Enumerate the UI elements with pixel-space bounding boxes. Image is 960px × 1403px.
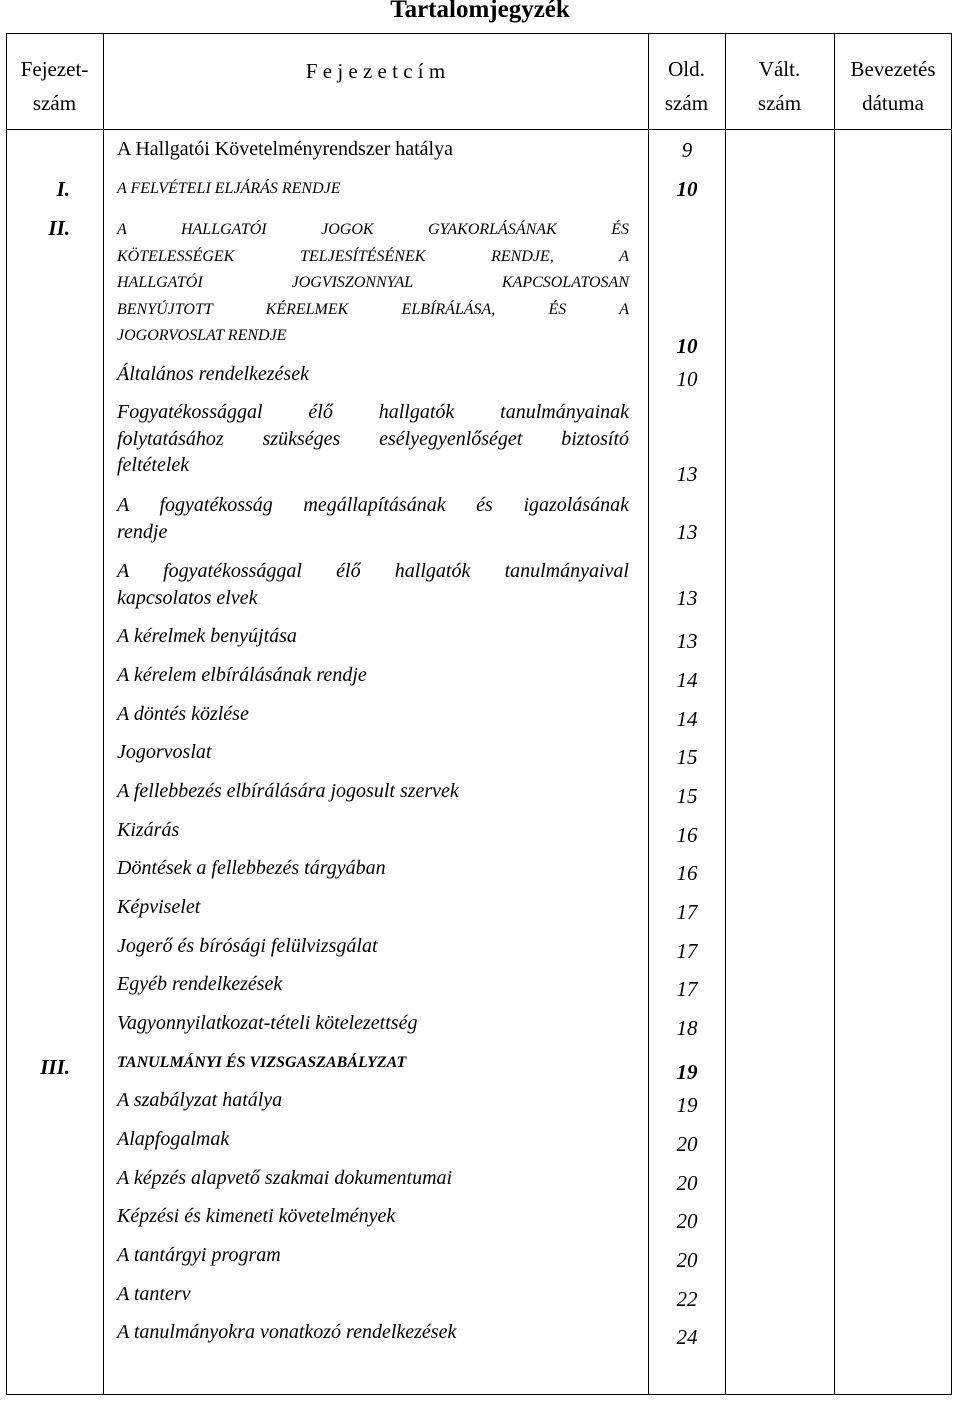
toc-entry-page: 10 <box>676 334 698 358</box>
toc-entry-page: 15 <box>676 784 698 808</box>
header-text: Fejezet- <box>20 57 89 81</box>
title-line: rendje <box>117 520 168 543</box>
toc-entry-page: 22 <box>676 1287 698 1311</box>
toc-entry-page: 10 <box>676 367 698 391</box>
toc-entry-page: 20 <box>676 1171 698 1195</box>
toc-entry-title[interactable]: Képzési és kimeneti követelmények <box>117 1205 396 1227</box>
toc-entry-title[interactable]: A döntés közlése <box>117 703 249 725</box>
page-title: Tartalomjegyzék <box>390 0 570 23</box>
toc-entry-title[interactable]: A szabályzat hatálya <box>117 1089 283 1111</box>
toc-entry-page: 17 <box>676 900 698 924</box>
column-divider <box>648 33 649 1395</box>
toc-entry-title[interactable]: Képviselet <box>117 896 201 918</box>
toc-entry-title[interactable] <box>117 217 629 350</box>
toc-entry-title[interactable]: Döntések a fellebbezés tárgyában <box>117 857 386 879</box>
toc-entry-title[interactable]: Általános rendelkezések <box>117 363 309 385</box>
header-divider <box>6 129 952 130</box>
toc-entry-page: 10 <box>676 177 698 201</box>
toc-entry-page: 19 <box>676 1060 698 1084</box>
toc-entry-title[interactable]: Vagyonnyilatkozat-tételi kötelezettség <box>117 1012 418 1034</box>
header-text: Old. <box>668 57 705 81</box>
title-line: BENYÚJTOTT KÉRELMEK ELBÍRÁLÁSA, ÉS A <box>117 300 629 318</box>
title-line: kapcsolatos elvek <box>117 586 258 609</box>
header-introduction-date <box>834 52 952 120</box>
toc-entry-page: 18 <box>676 1016 698 1040</box>
toc-entry-page: 13 <box>676 629 698 653</box>
title-line: folytatásához szükséges esélyegyenlőséget biztosító <box>117 427 629 450</box>
toc-entry-page: 15 <box>676 745 698 769</box>
toc-entry-page: 16 <box>676 823 698 847</box>
header-text: dátuma <box>862 91 924 115</box>
toc-entry-page: 20 <box>676 1132 698 1156</box>
title-line: Fogyatékossággal élő hallgatók tanulmányainak <box>117 401 629 423</box>
toc-entry-page: 13 <box>676 586 698 610</box>
toc-entry-page: 13 <box>676 462 698 486</box>
header-text: szám <box>32 91 77 115</box>
toc-entry-title[interactable]: A kérelmek benyújtása <box>117 625 297 647</box>
toc-entry-title[interactable]: A képzés alapvető szakmai dokumentumai <box>117 1167 453 1189</box>
header-chapter-number <box>6 52 103 120</box>
title-line: feltételek <box>117 454 190 476</box>
column-divider <box>834 33 835 1395</box>
toc-entry-title[interactable]: A kérelem elbírálásának rendje <box>117 664 367 686</box>
toc-entry-page: 20 <box>676 1209 698 1233</box>
header-text: Vált. <box>758 57 801 81</box>
chapter-number: III. <box>40 1055 70 1079</box>
title-line: KÖTELESSÉGEK TELJESÍTÉSÉNEK RENDJE, A <box>117 247 629 265</box>
title-line: A fogyatékosság megállapításának és igazolásának <box>117 494 629 516</box>
toc-entry-title[interactable]: A tanulmányokra vonatkozó rendelkezések <box>117 1321 457 1343</box>
toc-entry-page: 14 <box>676 707 698 731</box>
chapter-number: II. <box>48 216 70 240</box>
toc-entry-title[interactable]: A tantárgyi program <box>117 1244 281 1266</box>
toc-entry-title[interactable]: A FELVÉTELI ELJÁRÁS RENDJE <box>117 180 341 197</box>
toc-entry-page: 24 <box>676 1325 698 1349</box>
toc-entry-page: 9 <box>681 138 693 162</box>
column-divider <box>725 33 726 1395</box>
chapter-number: I. <box>56 177 70 201</box>
toc-entry-title[interactable] <box>117 399 629 479</box>
header-text: szám <box>664 91 709 115</box>
header-page-number <box>648 52 725 120</box>
toc-entry-title[interactable]: Egyéb rendelkezések <box>117 973 283 995</box>
toc-entry-page: 17 <box>676 939 698 963</box>
toc-entry-title[interactable]: A Hallgatói Követelményrendszer hatálya <box>117 138 453 160</box>
toc-entry-page: 17 <box>676 977 698 1001</box>
title-line: JOGORVOSLAT RENDJE <box>117 327 287 344</box>
title-line: HALLGATÓI JOGVISZONNYAL KAPCSOLATOSAN <box>117 274 629 291</box>
toc-entry-title[interactable]: A tanterv <box>117 1283 191 1305</box>
toc-entry-title[interactable] <box>117 492 629 545</box>
header-text: szám <box>757 91 802 115</box>
toc-entry-title[interactable]: Alapfogalmak <box>117 1128 230 1150</box>
toc-entry-page: 14 <box>676 668 698 692</box>
toc-entry-page: 16 <box>676 861 698 885</box>
toc-entry-title[interactable]: Jogorvoslat <box>117 741 212 763</box>
header-change-number <box>725 52 834 120</box>
header-text: Bevezetés <box>850 57 936 81</box>
header-chapter-title: F e j e z e t c í m <box>305 59 446 83</box>
toc-entry-title[interactable]: TANULMÁNYI ÉS VIZSGASZABÁLYZAT <box>117 1054 407 1071</box>
column-divider <box>103 33 104 1395</box>
toc-entry-title[interactable]: Jogerő és bírósági felülvizsgálat <box>117 935 378 957</box>
toc-entry-title[interactable] <box>117 558 629 611</box>
toc-entry-title[interactable]: A fellebbezés elbírálására jogosult szervek <box>117 780 459 802</box>
toc-entry-page: 20 <box>676 1248 698 1272</box>
toc-entry-page: 19 <box>676 1093 698 1117</box>
toc-entry-page: 13 <box>676 520 698 544</box>
toc-entry-title[interactable]: Kizárás <box>117 819 180 841</box>
title-line: A fogyatékossággal élő hallgatók tanulmányaival <box>117 560 629 582</box>
title-line: A HALLGATÓI JOGOK GYAKORLÁSÁNAK ÉS <box>117 221 629 238</box>
